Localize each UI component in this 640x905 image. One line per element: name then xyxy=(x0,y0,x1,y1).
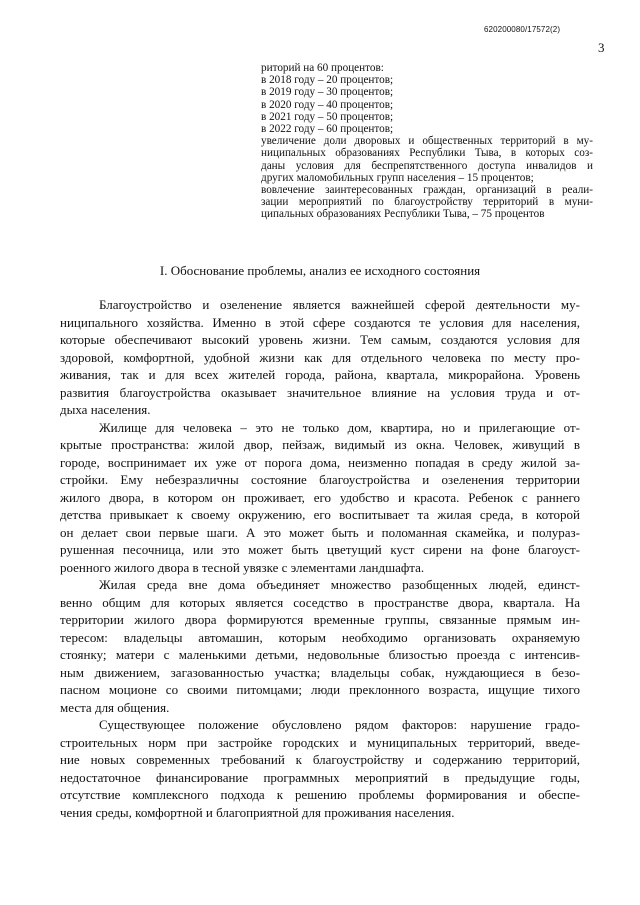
targets-line: увеличение доли дворовых и общественных территорий в му- xyxy=(261,135,593,148)
body-line: дыха населения. xyxy=(60,402,151,417)
body-line: жилого двора, в котором он проживает, его удобство и красота. Ребенок с раннего xyxy=(60,489,580,505)
body-line: стоянку; матери с маленькими детьми, недовольные близостью проезда с интенсив- xyxy=(60,647,580,662)
body-line: ниципального хозяйства. Именно в этой сфере создаются те условия для населения, xyxy=(60,314,580,330)
body-line: тересом: владельцы автомашин, которым необходимо организовать охраняемую xyxy=(60,629,580,645)
body-line: недостаточное финансирование программных мероприятий в предыдущие годы, xyxy=(60,769,580,785)
body-line: крытые пространства: жилой двор, пейзаж, видимый из окна. Человек, живущий в xyxy=(60,437,580,452)
body-line: развития благоустройства оказывает значительное влияние на условия труда и от- xyxy=(60,384,580,400)
targets-line: зации мероприятий по благоустройству территорий в муни- xyxy=(261,196,593,209)
body-line: строительных норм при застройке городских и муниципальных территорий, введе- xyxy=(60,734,580,750)
body-line: чения среды, комфортной и благоприятной для проживания населения. xyxy=(60,804,455,820)
body-line: здоровой, комфортной, удобной жизни как для отдельного человека по месту про- xyxy=(60,349,580,365)
body-line: Существующее положение обусловлено рядом факторов: нарушение градо- xyxy=(99,717,580,732)
targets-line: в 2018 году – 20 процентов; xyxy=(261,74,394,87)
targets-line: в 2019 году – 30 процентов; xyxy=(261,86,394,99)
targets-line: ципальных образованиях Республики Тыва, – 75 процентов xyxy=(261,208,545,221)
body-line: Благоустройство и озеленение является важнейшей сферой деятельности му- xyxy=(99,297,580,312)
section-heading: I. Обоснование проблемы, анализ ее исходного состояния xyxy=(159,263,481,278)
body-line: он делает свои первые шаги. А это может быть и поломанная скамейка, и полураз- xyxy=(60,524,580,540)
targets-line: в 2020 году – 40 процентов; xyxy=(261,98,394,111)
body-line: ние новых современных требований к благоустройству и содержанию территорий, xyxy=(60,752,580,767)
body-line: городе, воспринимает их уже от порога дома, неизменно попадая в среду жилой за- xyxy=(60,454,580,470)
targets-line: в 2022 году – 60 процентов; xyxy=(261,122,394,135)
body-line: живания, так и для всех жителей города, района, квартала, микрорайона. Уровень xyxy=(60,367,580,382)
targets-list xyxy=(261,62,593,220)
targets-line: других маломобильных групп населения – 15 процентов; xyxy=(261,171,534,184)
targets-line: даны условия для беспрепятственного доступа инвалидов и xyxy=(261,159,593,172)
targets-line: ниципальных образованиях Республики Тыва, в которых соз- xyxy=(261,147,593,160)
document-number: 620200080/17572(2) xyxy=(484,25,561,34)
targets-line: риторий на 60 процентов: xyxy=(261,62,384,74)
body-line: Жилая среда вне дома объединяет множество разобщенных людей, единст- xyxy=(99,577,580,592)
body-line: пасном моционе со своими питомцами; люди преклонного возраста, ищущие тихого xyxy=(60,682,580,697)
body-line: места для общения. xyxy=(60,699,170,715)
targets-line: вовлечение заинтересованных граждан, организаций в реали- xyxy=(261,183,593,196)
body-line: ным движением, загазованностью участка; владельцы собак, нуждающиеся в безо- xyxy=(60,664,580,680)
body-line: отсутствие комплексного подхода к решению проблемы формирования и обеспе- xyxy=(60,787,580,802)
body-line: роенного жилого двора в тесной увязке с элементами ландшафта. xyxy=(60,559,425,575)
body-text xyxy=(60,296,580,821)
body-line: венно общим для которых является соседство в пространстве двора, квартала. На xyxy=(60,594,580,610)
body-line: стройки. Ему небезразличны состояние благоустройства и озеленения территории xyxy=(60,472,580,487)
body-line: Жилище для человека – это не только дом, квартира, но и прилегающие от- xyxy=(99,419,580,435)
body-line: территории жилого двора формируются временные группы, связанные прямым ин- xyxy=(60,612,580,627)
body-line: детства привыкает к своему окружению, его воспитывает та жилая среда, в которой xyxy=(60,507,580,522)
page-number: 3 xyxy=(598,40,605,55)
targets-line: в 2021 году – 50 процентов; xyxy=(261,110,394,123)
body-line: рушенная песочница, или это может быть цветущий куст сирени на фоне благоуст- xyxy=(60,542,580,557)
body-line: которые обеспечивают высокий уровень жизни. Тем самым, создаются условия для xyxy=(60,332,580,347)
